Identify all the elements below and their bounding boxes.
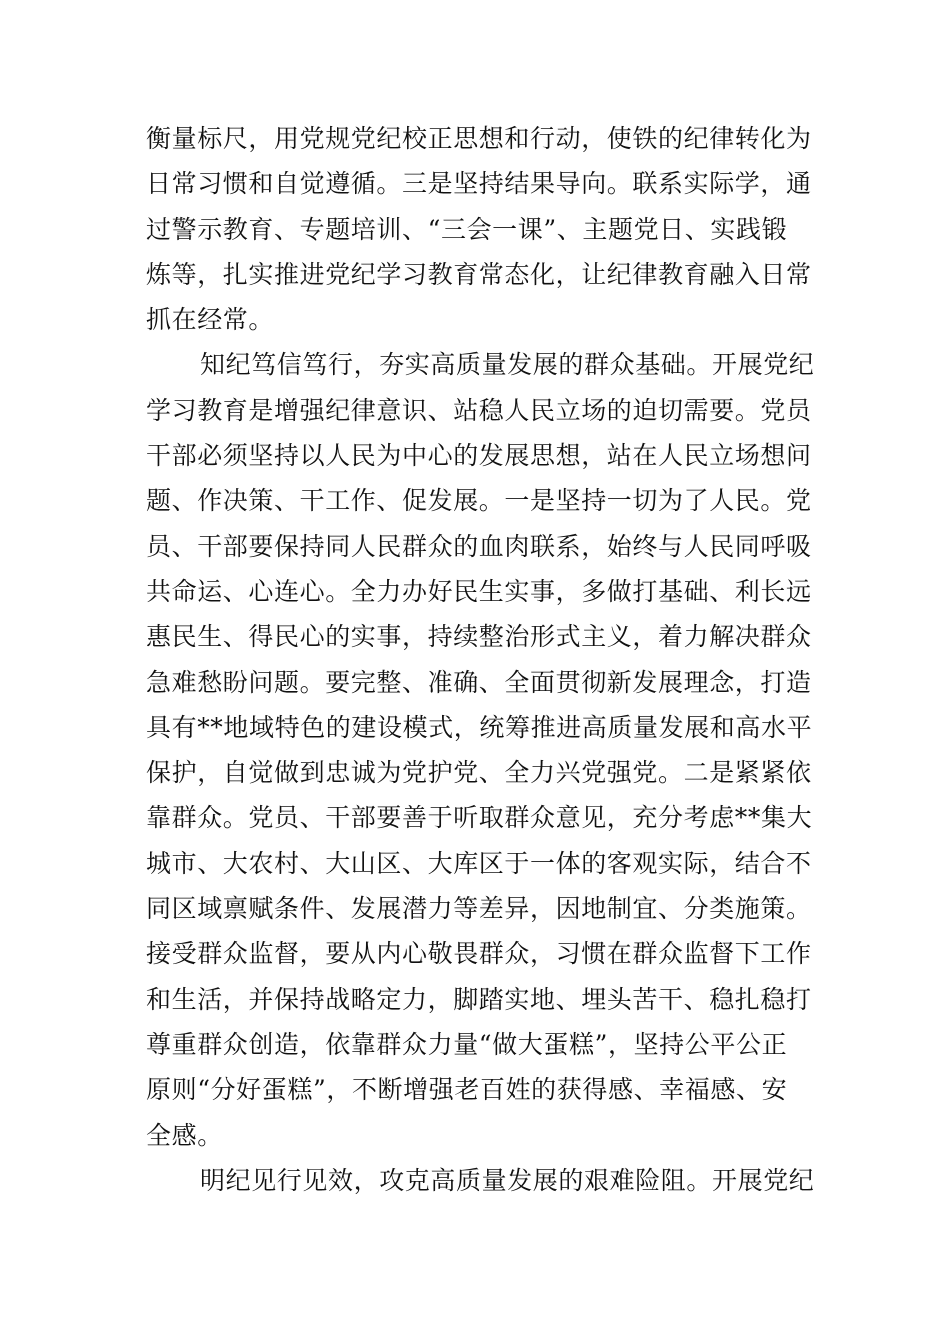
paragraph-1 <box>146 116 812 342</box>
text-line: 惠民生、得民心的实事，持续整治形式主义，着力解决群众 <box>146 622 812 652</box>
text-line: 共命运、心连心。全力办好民生实事，多做打基础、利长远 <box>146 576 812 606</box>
paragraph-3 <box>146 1158 815 1203</box>
text-line: 衡量标尺，用党规党纪校正思想和行动，使铁的纪律转化为 <box>146 124 812 153</box>
text-line: 接受群众监督，要从内心敬畏群众，习惯在群众监督下工作 <box>146 939 812 969</box>
text-line: 同区域禀赋条件、发展潜力等差异，因地制宜、分类施策。 <box>146 894 812 924</box>
text-line: 过警示教育、专题培训、“三会一课”、主题党日、实践锻 <box>146 214 788 244</box>
text-line: 学习教育是增强纪律意识、站稳人民立场的迫切需要。党员 <box>146 395 812 425</box>
text-line: 原则“分好蛋糕”，不断增强老百姓的获得感、幸福感、安 <box>146 1075 788 1105</box>
text-line: 和生活，并保持战略定力，脚踏实地、埋头苦干、稳扎稳打 <box>146 984 812 1014</box>
text-line: 靠群众。党员、干部要善于听取群众意见，充分考虑**集大 <box>146 803 813 833</box>
paragraph-2 <box>146 342 815 1157</box>
text-line: 具有**地域特色的建设模式，统筹推进高质量发展和高水平 <box>146 712 813 742</box>
text-line: 炼等，扎实推进党纪学习教育常态化，让纪律教育融入日常 <box>146 259 812 289</box>
text-line: 干部必须坚持以人民为中心的发展思想，站在人民立场想问 <box>146 441 812 471</box>
text-line: 抓在经常。 <box>146 305 275 335</box>
text-line: 尊重群众创造，依靠群众力量“做大蛋糕”，坚持公平公正 <box>146 1029 788 1059</box>
document-page <box>146 116 815 1203</box>
text-line-indented: 明纪见行见效，攻克高质量发展的艰难险阻。开展党纪 <box>200 1165 815 1195</box>
text-line: 保护，自觉做到忠诚为党护党、全力兴党强党。二是紧紧依 <box>146 758 812 788</box>
text-line: 急难愁盼问题。要完整、准确、全面贯彻新发展理念，打造 <box>146 667 812 697</box>
text-line: 城市、大农村、大山区、大库区于一体的客观实际，结合不 <box>146 848 812 878</box>
text-line: 员、干部要保持同人民群众的血肉联系，始终与人民同呼吸 <box>146 531 812 561</box>
text-line: 题、作决策、干工作、促发展。一是坚持一切为了人民。党 <box>146 486 812 516</box>
text-line: 全感。 <box>146 1120 223 1150</box>
text-line: 日常习惯和自觉遵循。三是坚持结果导向。联系实际学，通 <box>146 169 812 199</box>
text-line-indented: 知纪笃信笃行，夯实高质量发展的群众基础。开展党纪 <box>200 350 815 380</box>
